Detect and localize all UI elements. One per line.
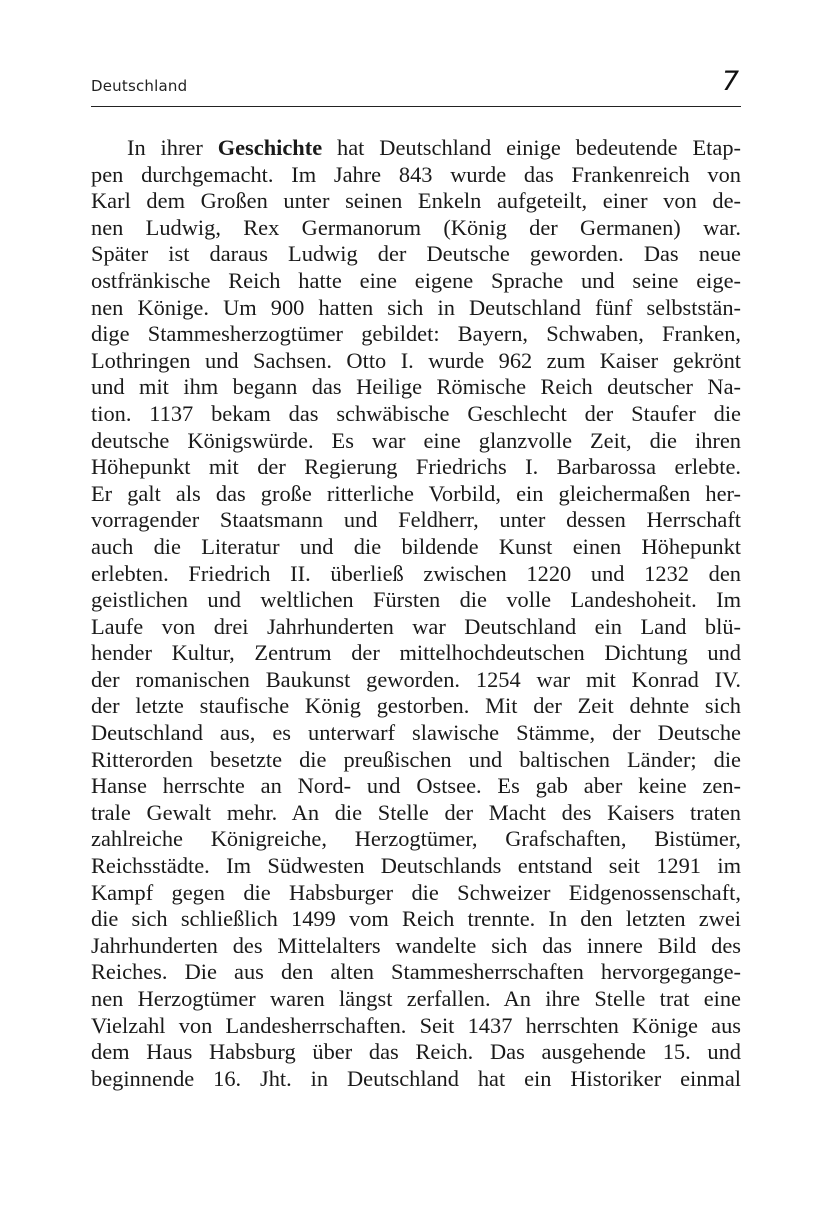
paragraph-line: deutsche Königswürde. Es war eine glanzvolle Zeit, die ihren	[91, 427, 741, 453]
paragraph-line: nen Könige. Um 900 hatten sich in Deutschland fünf selbststän-	[91, 294, 741, 320]
paragraph-line: nen Ludwig, Rex Germanorum (König der Germanen) war.	[91, 214, 741, 240]
paragraph-line: tion. 1137 bekam das schwäbische Geschlecht der Staufer die	[91, 400, 741, 426]
paragraph-line: nen Herzogtümer waren längst zerfallen. An ihre Stelle trat eine	[91, 986, 741, 1011]
paragraph-line: geistlichen und weltlichen Fürsten die volle Landeshoheit. Im	[91, 587, 741, 613]
paragraph-line: Reiches. Die aus den alten Stammesherrschaften hervorgegange-	[91, 959, 741, 985]
paragraph-line: Ritterorden besetzte die preußischen und baltischen Länder; die	[91, 746, 741, 772]
paragraph-line: Jahrhunderten des Mittelalters wandelte sich das innere Bild des	[91, 932, 741, 958]
paragraph-line: dige Stammesherzogtümer gebildet: Bayern, Schwaben, Franken,	[91, 321, 741, 347]
keyword-geschichte: Geschichte	[217, 135, 323, 160]
running-header	[91, 64, 741, 107]
page-number: 7	[721, 66, 739, 97]
paragraph-line: pen durchgemacht. Im Jahre 843 wurde das Frankenreich von	[91, 161, 741, 187]
paragraph-line: hender Kultur, Zentrum der mittelhochdeutschen Dichtung und	[91, 640, 741, 666]
paragraph-line: die sich schließlich 1499 vom Reich trennte. In den letzten zwei	[91, 906, 741, 932]
paragraph-line: Er galt als das große ritterliche Vorbild, ein gleichermaßen her-	[91, 480, 741, 506]
line-text: hat Deutschland einige bedeutende Etap-	[322, 135, 741, 160]
paragraph-line: vorragender Staatsmann und Feldherr, unter dessen Herrschaft	[91, 507, 741, 533]
paragraph-line	[91, 135, 741, 162]
body-paragraph	[91, 135, 741, 1092]
paragraph-line: Vielzahl von Landesherrschaften. Seit 1437 herrschten Könige aus	[91, 1012, 741, 1038]
paragraph-line: dem Haus Habsburg über das Reich. Das ausgehende 15. und	[91, 1039, 741, 1065]
header-title: Deutschland	[91, 77, 188, 95]
paragraph-line: und mit ihm begann das Heilige Römische Reich deutscher Na-	[91, 374, 741, 400]
paragraph-line: zahlreiche Königreiche, Herzogtümer, Grafschaften, Bistümer,	[91, 826, 741, 852]
paragraph-line: trale Gewalt mehr. An die Stelle der Macht des Kaisers traten	[91, 799, 741, 825]
paragraph-line: der romanischen Baukunst geworden. 1254 war mit Konrad IV.	[91, 666, 741, 692]
line-text: In ihrer	[127, 135, 218, 160]
paragraph-line: erlebten. Friedrich II. überließ zwischen 1220 und 1232 den	[91, 560, 741, 586]
paragraph-line: auch die Literatur und die bildende Kunst einen Höhepunkt	[91, 533, 741, 559]
paragraph-line: Reichsstädte. Im Südwesten Deutschlands entstand seit 1291 im	[91, 853, 741, 879]
paragraph-line: Später ist daraus Ludwig der Deutsche geworden. Das neue	[91, 241, 741, 267]
paragraph-line: Deutschland aus, es unterwarf slawische Stämme, der Deutsche	[91, 720, 741, 746]
paragraph-line: beginnende 16. Jht. in Deutschland hat ein Historiker einmal	[91, 1065, 741, 1091]
paragraph-line: der letzte staufische König gestorben. Mit der Zeit dehnte sich	[91, 693, 741, 719]
paragraph-line: ostfränkische Reich hatte eine eigene Sprache und seine eige-	[91, 267, 741, 293]
paragraph-line: Karl dem Großen unter seinen Enkeln aufgeteilt, einer von de-	[91, 188, 741, 214]
paragraph-line: Laufe von drei Jahrhunderten war Deutschland ein Land blü-	[91, 613, 741, 639]
paragraph-line: Hanse herrschte an Nord- und Ostsee. Es gab aber keine zen-	[91, 773, 741, 799]
paragraph-line: Lothringen und Sachsen. Otto I. wurde 962 zum Kaiser gekrönt	[91, 347, 741, 373]
paragraph-line: Höhepunkt mit der Regierung Friedrichs I. Barbarossa erlebte.	[91, 454, 741, 480]
paragraph-line: Kampf gegen die Habsburger die Schweizer Eidgenossenschaft,	[91, 879, 741, 905]
